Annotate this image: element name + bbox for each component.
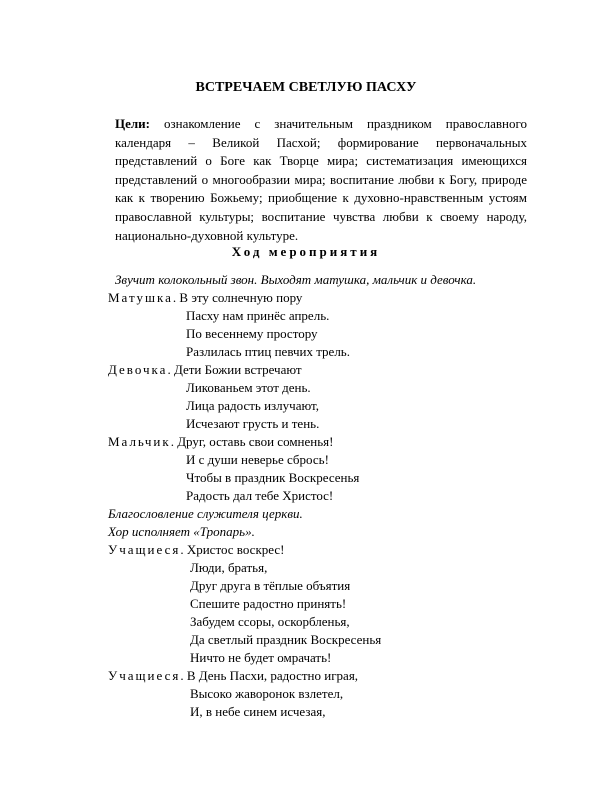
document-title: ВСТРЕЧАЕМ СВЕТЛУЮ ПАСХУ — [195, 80, 417, 95]
verse-line: Да светлый праздник Воскресенья — [190, 632, 382, 647]
verse-line: Друг друга в тёплые объятия — [190, 578, 351, 593]
goals-paragraph — [115, 115, 527, 245]
speaker-name: Девочка — [108, 362, 168, 377]
speaker-line: Учащиеся. В День Пасхи, радостно играя, — [108, 668, 359, 683]
verse-line: По весеннему простору — [186, 326, 318, 341]
speaker-name: Учащиеся — [108, 668, 181, 683]
verse-line: В эту солнечную пору — [179, 290, 303, 305]
verse-line: Пасху нам принёс апрель. — [186, 308, 330, 323]
verse-line: Дети Божии встречают — [173, 362, 302, 377]
verse-line: Лица радость излучают, — [186, 398, 319, 413]
verse-line: И, в небе синем исчезая, — [190, 704, 326, 719]
stage-direction: Хор исполняет «Тропарь». — [108, 524, 255, 539]
verse-line: Христос воскрес! — [186, 542, 285, 557]
verse-line: В День Пасхи, радостно играя, — [186, 668, 359, 683]
section-heading: Ход мероприятия — [231, 244, 381, 259]
verse-line: Забудем ссоры, оскорбленья, — [190, 614, 350, 629]
speaker-name: Учащиеся — [108, 542, 181, 557]
verse-line: Чтобы в праздник Воскресенья — [186, 470, 360, 485]
speaker-line: Матушка. В эту солнечную пору — [108, 290, 303, 305]
goals-text: ознакомление с значительным праздником православного календаря – Великой Пасхой; формирование первоначальных представлений о Боге как Творце мира; систематизация имеющихся представлений о многообразии мира; воспитание любви к Богу, природе как к творению Божьему; приобщение к духовно-нравственным устоям православной культуры; воспитание чувства любви к своему народу, национально-духовной культуре. — [115, 116, 527, 243]
verse-line: Люди, братья, — [190, 560, 268, 575]
verse-line: Разлилась птиц певчих трель. — [186, 344, 350, 359]
verse-line: Исчезают грусть и тень. — [186, 416, 320, 431]
speaker-name: Матушка — [108, 290, 173, 305]
goals-label: Цели: — [115, 116, 150, 131]
speaker-line: Учащиеся. Христос воскрес! — [108, 542, 285, 557]
verse-line: Ничто не будет омрачать! — [190, 650, 332, 665]
verse-line: Друг, оставь свои сомненья! — [177, 434, 334, 449]
verse-line: Высоко жаворонок взлетел, — [190, 686, 344, 701]
verse-line: И с души неверье сбрось! — [186, 452, 329, 467]
stage-direction: Звучит колокольный звон. Выходят матушка, мальчик и девочка. — [115, 272, 477, 287]
speaker-line: Девочка. Дети Божии встречают — [108, 362, 302, 377]
stage-direction: Благословление служителя церкви. — [108, 506, 303, 521]
verse-line: Спешите радостно принять! — [190, 596, 347, 611]
verse-line: Радость дал тебе Христос! — [186, 488, 334, 503]
speaker-name: Мальчик — [108, 434, 171, 449]
speaker-line: Мальчик. Друг, оставь свои сомненья! — [108, 434, 334, 449]
verse-line: Ликованьем этот день. — [186, 380, 311, 395]
